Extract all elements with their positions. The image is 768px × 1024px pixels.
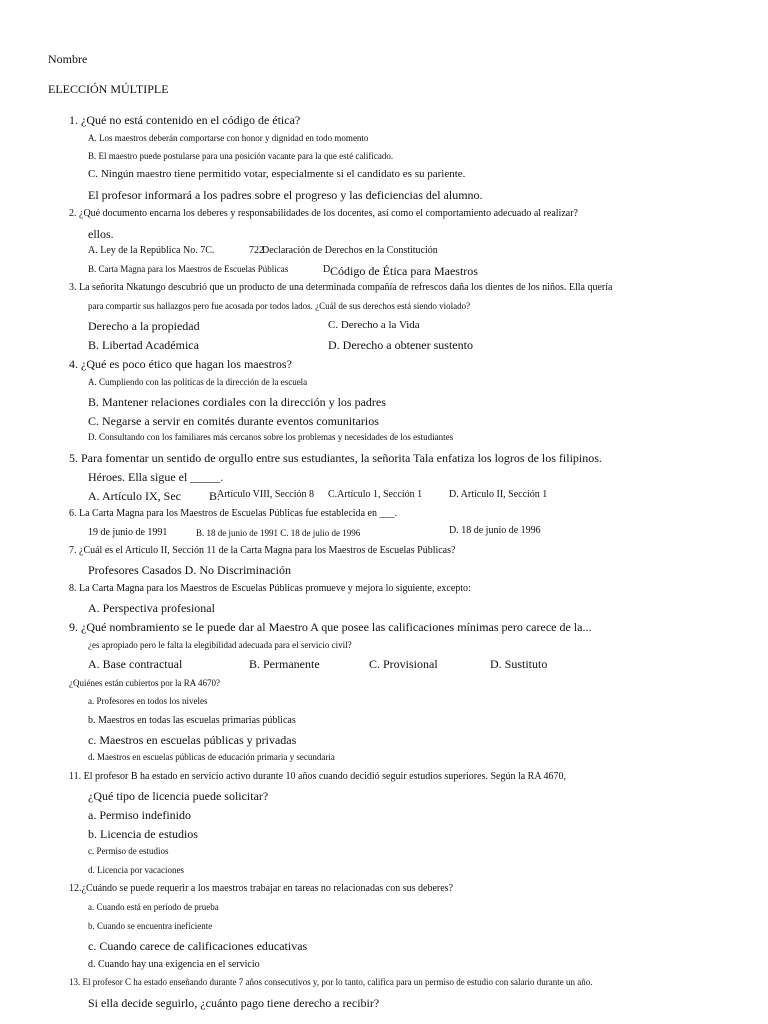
question-9-option-a: A. Base contractual: [88, 657, 183, 671]
question-12-stem: 12.¿Cuándo se puede requerir a los maestros trabajar en tareas no relacionadas con sus deberes?: [69, 883, 454, 894]
question-1-option-c: C. Ningún maestro tiene permitido votar, especialmente si el candidato es su pariente.: [88, 168, 466, 180]
question-2-stem-continued: ellos.: [88, 227, 114, 241]
question-2-stem: 2. ¿Qué documento encarna los deberes y responsabilidades de los docentes, así como el comportamiento adecuado al realizar?: [69, 208, 578, 219]
question-1-stem: 1. ¿Qué no está contenido en el código de ética?: [69, 113, 301, 127]
question-4-stem: 4. ¿Qué es poco ético que hagan los maestros?: [69, 357, 292, 371]
question-3-option-a: Derecho a la propiedad: [88, 319, 200, 333]
question-11-stem: 11. El profesor B ha estado en servicio activo durante 10 años cuando decidió seguir estudios superiores. Según la RA 4670,: [69, 771, 567, 782]
question-9-option-d: D. Sustituto: [490, 657, 548, 671]
question-7-stem: 7. ¿Cuál es el Artículo II, Sección 11 de la Carta Magna para los Maestros de Escuelas Públicas?: [69, 545, 456, 556]
name-label: Nombre: [48, 52, 88, 66]
question-2-option-b: B. Carta Magna para los Maestros de Escuelas Públicas: [88, 264, 289, 274]
question-12-option-c: c. Cuando carece de calificaciones educativas: [88, 939, 308, 953]
question-13-stem: 13. El profesor C ha estado enseñando durante 7 años consecutivos y, por lo tanto, califica para un permiso de estudio con salario durante un año.: [69, 977, 593, 987]
question-5-option-c: C.Artículo 1, Sección 1: [328, 489, 423, 500]
question-2-option-c: Declaración de Derechos en la Constitución: [262, 245, 438, 256]
question-4-option-a: A. Cumpliendo con las políticas de la dirección de la escuela: [88, 377, 308, 387]
question-3-option-c: C. Derecho a la Vida: [328, 319, 420, 331]
question-11-stem-continued: ¿Qué tipo de licencia puede solicitar?: [88, 789, 269, 803]
question-6-options-b-c: B. 18 de junio de 1991 C. 18 de julio de 1996: [196, 528, 361, 538]
question-5-option-b-letter: B.: [209, 489, 221, 503]
question-10-stem: ¿Quiénes están cubiertos por la RA 4670?: [69, 678, 220, 688]
question-4-option-b: B. Mantener relaciones cordiales con la dirección y los padres: [88, 395, 386, 409]
question-3-stem-continued: para compartir sus hallazgos pero fue acosada por todos lados. ¿Cuál de sus derechos está siendo violado?: [88, 301, 471, 311]
question-11-option-c: c. Permiso de estudios: [88, 846, 169, 856]
question-12-option-b: b. Cuando se encuentra ineficiente: [88, 921, 213, 931]
question-11-option-a: a. Permiso indefinido: [88, 808, 191, 822]
question-6-stem: 6. La Carta Magna para los Maestros de Escuelas Públicas fue establecida en ___.: [69, 508, 397, 519]
question-1-option-a: A. Los maestros deberán comportarse con honor y dignidad en todo momento: [88, 133, 369, 143]
question-8-option-a: A. Perspectiva profesional: [88, 601, 215, 615]
question-11-option-b: b. Licencia de estudios: [88, 827, 198, 841]
question-1-option-d: El profesor informará a los padres sobre el progreso y las deficiencias del alumno.: [88, 188, 483, 202]
question-3-stem: 3. La señorita Nkatungo descubrió que un producto de una determinada compañía de refrescos daña los dientes de los niños. Ella quería: [69, 282, 613, 293]
question-1-option-b: B. El maestro puede postularse para una posición vacante para la que esté calificado.: [88, 151, 394, 161]
question-10-option-a: a. Profesores en todos los niveles: [88, 696, 208, 706]
question-10-option-c: c. Maestros en escuelas públicas y privadas: [88, 733, 297, 747]
question-4-option-c: C. Negarse a servir en comités durante eventos comunitarios: [88, 414, 379, 428]
question-10-option-d: d. Maestros en escuelas públicas de educación primaria y secundaria: [88, 752, 335, 762]
question-10-option-b: b. Maestros en todas las escuelas primarias públicas: [88, 715, 296, 726]
question-9-stem-continued: ¿es apropiado pero le falta la elegibilidad adecuada para el servicio civil?: [88, 640, 352, 650]
question-2-option-d: Código de Ética para Maestros: [330, 264, 478, 278]
question-6-option-d: D. 18 de junio de 1996: [449, 525, 541, 536]
question-12-option-d: d. Cuando hay una exigencia en el servicio: [88, 959, 260, 970]
question-6-option-a: 19 de junio de 1991: [88, 527, 168, 538]
question-4-option-d: D. Consultando con los familiares más cercanos sobre los problemas y necesidades de los estudiantes: [88, 432, 454, 442]
question-12-option-a: a. Cuando está en período de prueba: [88, 902, 219, 912]
section-title: ELECCIÓN MÚLTIPLE: [48, 82, 169, 96]
question-2-option-a: A. Ley de la República No. 7C.: [88, 245, 215, 256]
question-3-option-d: D. Derecho a obtener sustento: [328, 338, 473, 352]
question-9-option-c: C. Provisional: [369, 657, 438, 671]
question-5-option-d: D. Artículo II, Sección 1: [449, 489, 548, 500]
question-3-option-b: B. Libertad Académica: [88, 338, 199, 352]
question-5-option-b: Artículo VIII, Sección 8: [217, 489, 315, 500]
question-2-option-d-overlap: D.: [323, 264, 333, 275]
question-9-stem: 9. ¿Qué nombramiento se le puede dar al Maestro A que posee las calificaciones mínimas pero carece de la...: [69, 620, 592, 634]
question-5-option-a: A. Artículo IX, Sec: [88, 489, 181, 503]
question-2-option-a-overlap: 722: [249, 245, 264, 256]
question-13-stem-continued: Si ella decide seguirlo, ¿cuánto pago tiene derecho a recibir?: [88, 996, 380, 1010]
question-5-stem: 5. Para fomentar un sentido de orgullo entre sus estudiantes, la señorita Tala enfatiza los logros de los filipinos.: [69, 451, 602, 465]
question-8-stem: 8. La Carta Magna para los Maestros de Escuelas Públicas promueve y mejora lo siguiente, excepto:: [69, 583, 471, 594]
question-11-option-d: d. Licencia por vacaciones: [88, 865, 184, 875]
question-5-stem-continued: Héroes. Ella sigue el _____.: [88, 470, 224, 484]
question-7-options: Profesores Casados D. No Discriminación: [88, 563, 291, 577]
question-9-option-b: B. Permanente: [249, 657, 320, 671]
